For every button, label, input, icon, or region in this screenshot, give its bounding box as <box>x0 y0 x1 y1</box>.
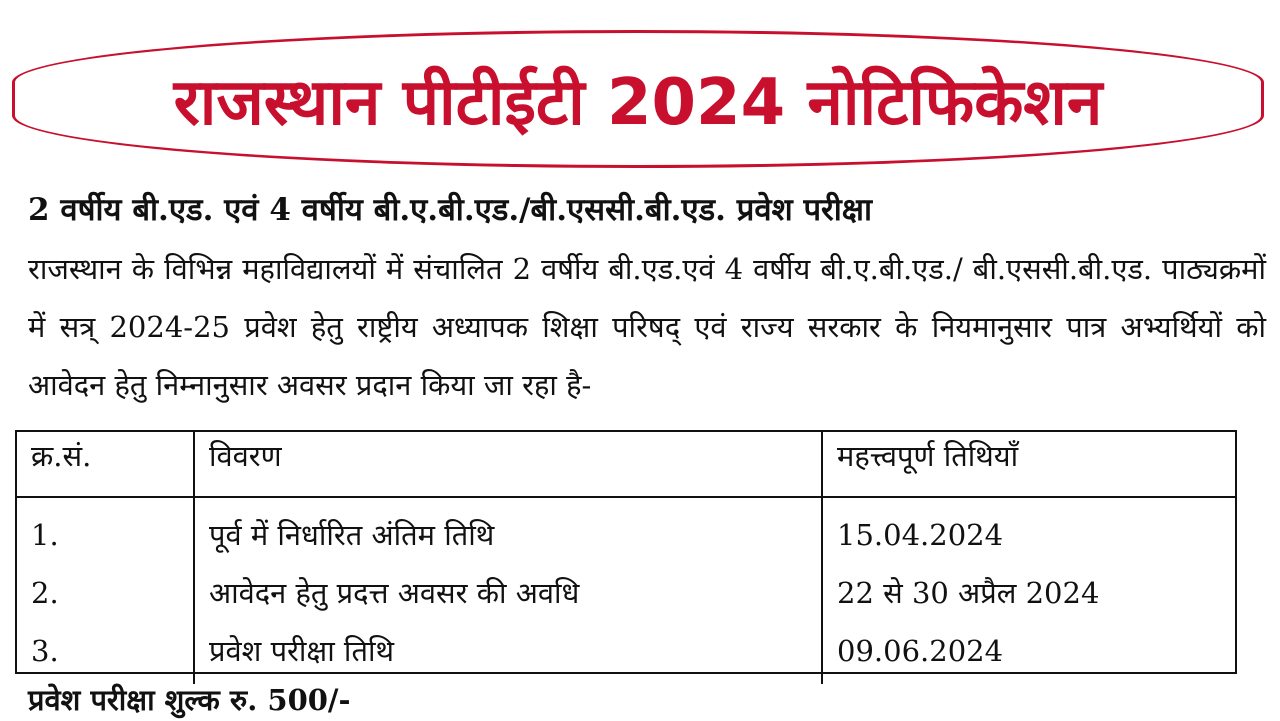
table-header-row <box>17 432 1235 497</box>
dates-table <box>15 430 1237 674</box>
table-body-row <box>17 497 1235 684</box>
exam-fee: प्रवेश परीक्षा शुल्क रु. 500/- <box>28 683 351 717</box>
table-row-date: 22 से 30 अप्रैल 2024 <box>837 576 1100 610</box>
table-row-date: 09.06.2024 <box>837 634 1004 668</box>
title-banner <box>12 30 1264 168</box>
table-row-date: 15.04.2024 <box>837 518 1004 552</box>
header-description: विवरण <box>194 432 822 497</box>
table-row-serial: 2. <box>31 576 59 610</box>
table-row-serial: 1. <box>31 518 59 552</box>
table-row-description: पूर्व में निर्धारित अंतिम तिथि <box>209 518 495 552</box>
table-row-serial: 3. <box>31 634 59 668</box>
header-serial: क्र.सं. <box>17 432 194 497</box>
table-row-description: आवेदन हेतु प्रदत्त अवसर की अवधि <box>209 576 580 610</box>
description-cell <box>194 497 822 684</box>
banner-title: राजस्थान पीटीईटी 2024 नोटिफिकेशन <box>173 65 1103 140</box>
serial-cell <box>17 497 194 684</box>
dates-cell <box>822 497 1235 684</box>
header-dates: महत्त्वपूर्ण तिथियाँ <box>822 432 1235 497</box>
notice-paragraph: राजस्थान के विभिन्न महाविद्यालयों में संचालित 2 वर्षीय बी.एड.एवं 4 वर्षीय बी.ए.बी.एड./ बी.एससी.बी.एड. पाठ्यक्रमों में सत्र् 2024-25 प्रवेश हेतु राष्ट्रीय अध्यापक शिक्षा परिषद् एवं राज्य सरकार के नियमानुसार पात्र अभ्यर्थियों को आवेदन हेतु निम्नानुसार अवसर प्रदान किया जा रहा है- <box>28 252 1266 402</box>
exam-subheading: 2 वर्षीय बी.एड. एवं 4 वर्षीय बी.ए.बी.एड./बी.एससी.बी.एड. प्रवेश परीक्षा <box>28 192 873 228</box>
table-row-description: प्रवेश परीक्षा तिथि <box>209 634 395 668</box>
